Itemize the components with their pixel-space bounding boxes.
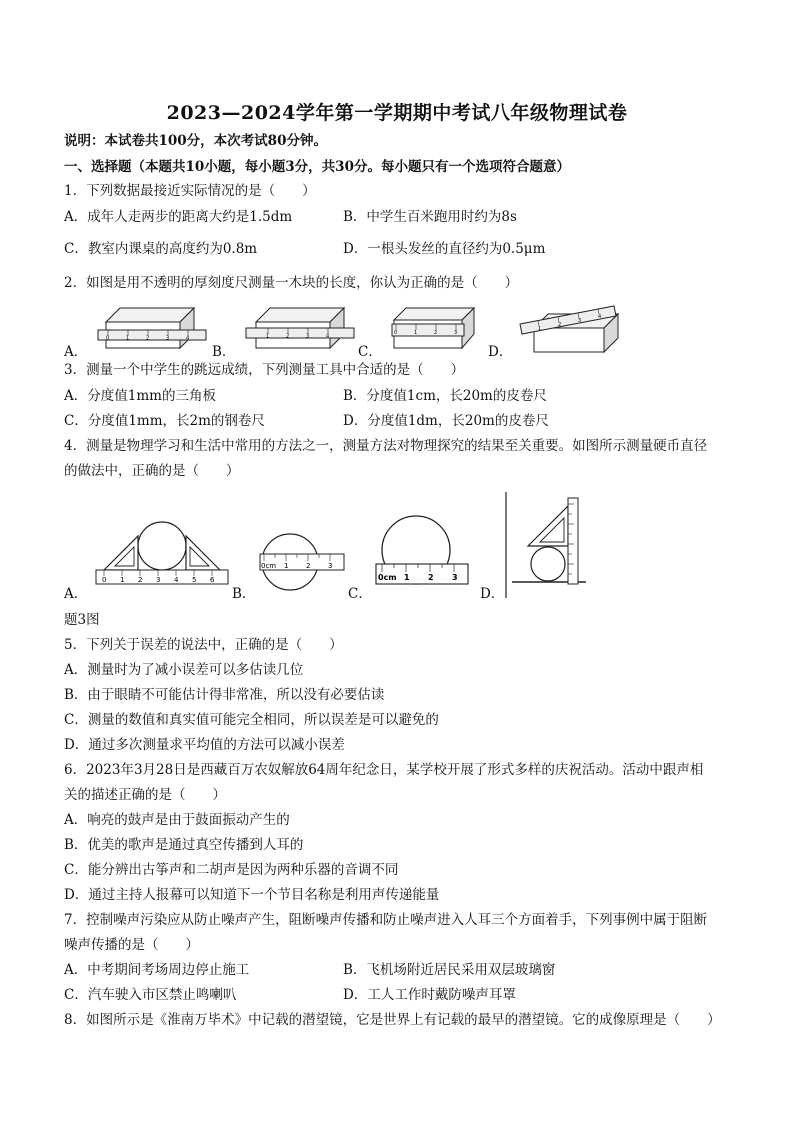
- q2-figure-c: [388, 302, 478, 356]
- q2a-tick-label: 2: [146, 335, 150, 342]
- q4a-tick-label: 4: [174, 576, 179, 584]
- q2c-tick-label: 1: [414, 330, 418, 336]
- q5-option-c: C．测量的数值和真实值可能完全相同，所以误差是可以避免的: [64, 712, 439, 728]
- q2d-tick-label: 1: [538, 326, 542, 332]
- q2a-tick-label: 3: [166, 335, 170, 342]
- q4c-tick-label: 1: [404, 573, 410, 582]
- q6-option-b: B．优美的歌声是通过真空传播到人耳的: [64, 837, 304, 853]
- q4-label-c: C．: [348, 586, 372, 602]
- q4-label-a: A．: [64, 586, 88, 602]
- q2b-tick-label: 2: [286, 333, 290, 340]
- q4-figure-a: [94, 514, 230, 590]
- q5-option-d: D．通过多次测量求平均值的方法可以减小误差: [64, 737, 345, 753]
- q3-stem: 3．测量一个中学生的跳远成绩，下列测量工具中合适的是（ ）: [64, 362, 465, 378]
- q5-stem: 5．下列关于误差的说法中，正确的是（ ）: [64, 637, 343, 653]
- q2d-tick-label: 4: [598, 314, 602, 320]
- q7-stem-line2: 噪声传播的是（ ）: [64, 937, 199, 953]
- q8-stem: 8．如图所示是《淮南万毕术》中记载的潜望镜，它是世界上有记载的最早的潜望镜。它的成像原理是（ ）: [64, 1012, 721, 1028]
- q4-figure-b: [258, 522, 348, 592]
- q6-stem-line1: 6．2023年3月28日是西藏百万农奴解放64周年纪念日，某学校开展了形式多样的庆祝活动。活动中跟声相: [64, 762, 704, 778]
- q1-option-d: D．一根头发丝的直径约为0.5μm: [343, 241, 546, 257]
- q4a-tick-label: 1: [120, 576, 125, 584]
- q2-figure-d: [518, 298, 630, 356]
- q4c-tick-label: 2: [428, 573, 434, 582]
- q4b-tick-label: 0cm: [261, 562, 277, 570]
- q2-label-a: A．: [64, 344, 88, 360]
- q4a-tick-label: 6: [210, 576, 215, 584]
- q4c-tick-label: 0cm: [378, 573, 397, 582]
- q2d-tick-label: 2: [558, 322, 562, 328]
- q7-stem-line1: 7．控制噪声污染应从防止噪声产生，阻断噪声传播和防止噪声进入人耳三个方面着手，下列事例中属于阻断: [64, 912, 708, 928]
- q2b-tick-label: 4: [326, 333, 330, 340]
- q2-label-b: B．: [212, 344, 236, 360]
- q2-stem: 2．如图是用不透明的厚刻度尺测量一木块的长度，你认为正确的是（ ）: [64, 275, 519, 291]
- q1-option-c: C．教室内课桌的高度约为0.8m: [64, 241, 258, 257]
- q2c-tick-label: 2: [434, 330, 438, 336]
- q4a-tick-label: 3: [156, 576, 161, 584]
- q6-option-a: A．响亮的鼓声是由于鼓面振动产生的: [64, 812, 290, 828]
- q2a-tick-label: 0: [106, 335, 110, 342]
- q2d-tick-label: 3: [578, 318, 582, 324]
- q6-option-d: D．通过主持人报幕可以知道下一个节目名称是利用声传递能量: [64, 887, 440, 903]
- q7-option-b: B．飞机场附近居民采用双层玻璃窗: [343, 962, 556, 978]
- q2-label-d: D．: [488, 344, 513, 360]
- q6-option-c: C．能分辨出古筝声和二胡声是因为两种乐器的音调不同: [64, 862, 399, 878]
- q4-figure-c: [374, 512, 474, 594]
- q4-figure-caption: 题3图: [64, 612, 100, 628]
- q7-option-d: D．工人工作时戴防噪声耳罩: [343, 987, 516, 1003]
- q3-option-c: C．分度值1mm，长2m的钢卷尺: [64, 413, 265, 429]
- q2a-tick-label: 4: [186, 335, 190, 342]
- q2c-tick-label: 3: [454, 330, 458, 336]
- q2-label-c: C．: [358, 344, 382, 360]
- q3-option-b: B．分度值1cm，长20m的皮卷尺: [343, 388, 547, 404]
- q5-option-a: A．测量时为了减小误差可以多估读几位: [64, 662, 304, 678]
- q3-option-d: D．分度值1dm，长20m的皮卷尺: [343, 413, 549, 429]
- q4a-tick-label: 2: [138, 576, 143, 584]
- q4a-tick-label: 0: [102, 576, 107, 584]
- q1-option-a: A．成年人走两步的距离大约是1.5dm: [64, 209, 293, 225]
- section-heading: 一、选择题（本题共10小题，每小题3分，共30分。每小题只有一个选项符合题意）: [64, 159, 570, 175]
- q6-stem-line2: 关的描述正确的是（ ）: [64, 787, 226, 803]
- q4c-tick-label: 3: [452, 573, 458, 582]
- q7-option-c: C．汽车驶入市区禁止鸣喇叭: [64, 987, 237, 1003]
- q4-stem-line1: 4．测量是物理学习和生活中常用的方法之一，测量方法对物理探究的结果至关重要。如图所示测量硬币直径: [64, 438, 708, 454]
- q4-stem-line2: 的做法中，正确的是（ ）: [64, 463, 240, 479]
- q1-option-b: B．中学生百米跑用时约为8s: [343, 209, 517, 225]
- q5-option-b: B．由于眼睛不可能估计得非常准，所以没有必要估读: [64, 687, 385, 703]
- q4b-tick-label: 2: [306, 562, 311, 570]
- q4-label-b: B．: [232, 586, 256, 602]
- q2-figure-b: [246, 300, 356, 358]
- q2a-tick-label: 1: [126, 335, 130, 342]
- page-title: 2023—2024学年第一学期期中考试八年级物理试卷: [166, 102, 628, 124]
- q4-figure-d: [502, 492, 588, 598]
- q3-option-a: A．分度值1mm的三角板: [64, 388, 216, 404]
- q4b-tick-label: 3: [328, 562, 333, 570]
- q4a-tick-label: 5: [192, 576, 197, 584]
- q7-option-a: A．中考期间考场周边停止施工: [64, 962, 250, 978]
- q2b-tick-label: 3: [306, 333, 310, 340]
- exam-note: 说明：本试卷共100分，本次考试80分钟。: [64, 133, 327, 149]
- q4b-tick-label: 1: [284, 562, 289, 570]
- q2b-tick-label: 1: [266, 333, 270, 340]
- q4-label-d: D．: [480, 586, 505, 602]
- q2-figure-a: [98, 300, 208, 358]
- q2c-tick-label: 0: [394, 330, 398, 336]
- q1-stem: 1．下列数据最接近实际情况的是（ ）: [64, 183, 316, 199]
